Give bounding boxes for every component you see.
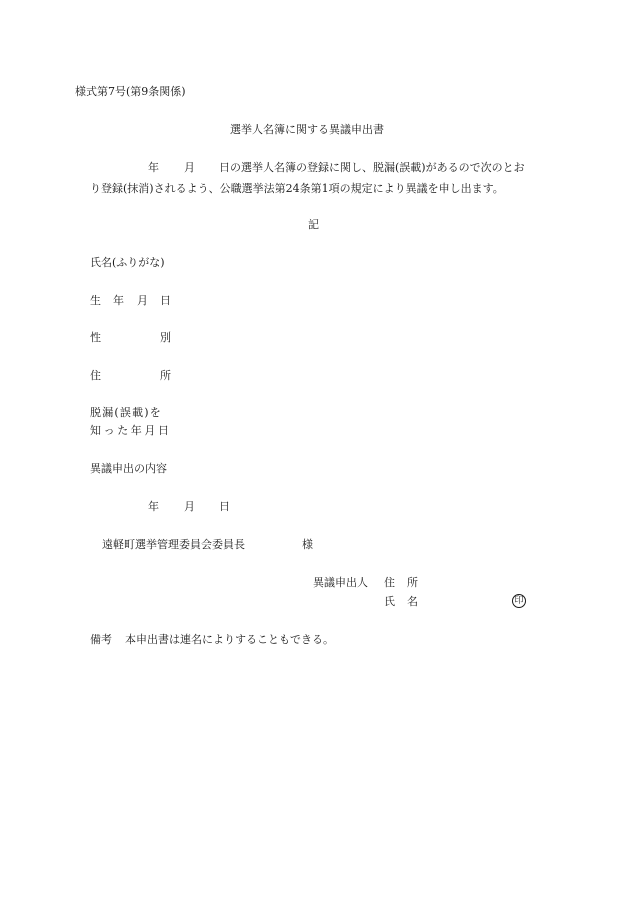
field-objection-content: 異議申出の内容: [90, 462, 167, 475]
field-birth-nichi: 日: [160, 294, 171, 307]
applicant-name-right: 名: [407, 595, 418, 608]
field-birth-sei: 生: [90, 294, 101, 307]
applicant-address-left: 住: [384, 576, 395, 589]
field-address-left: 住: [90, 369, 101, 382]
applicant-label: 異議申出人: [313, 576, 368, 589]
field-omission-line1: 脱漏(誤載)を: [90, 406, 162, 419]
field-sex-right: 別: [160, 331, 171, 344]
addressee-honorific: 様: [302, 538, 313, 551]
date-month: 月: [184, 500, 195, 513]
field-birth-gatsu: 月: [137, 294, 148, 307]
intro-year: 年: [148, 161, 159, 174]
remarks-label: 備考: [90, 633, 112, 646]
addressee: 遠軽町選挙管理委員会委員長: [102, 538, 245, 551]
field-birth-nen: 年: [113, 294, 124, 307]
date-year: 年: [148, 500, 159, 513]
field-sex-left: 性: [90, 331, 101, 344]
intro-line2: り登録(抹消)されるよう、公職選挙法第24条第1項の規定により異議を申し出ます。: [90, 182, 504, 195]
field-address-right: 所: [160, 369, 171, 382]
document-title: 選挙人名簿に関する異議申出書: [230, 123, 384, 136]
form-number: 様式第7号(第9条関係): [75, 85, 186, 98]
applicant-address-right: 所: [407, 576, 418, 589]
remarks-text: 本申出書は連名によりすることもできる。: [125, 633, 334, 646]
intro-month: 月: [184, 161, 195, 174]
seal-icon: 印: [512, 594, 526, 608]
field-name-label: 氏名(ふりがな): [90, 256, 165, 269]
ki-marker: 記: [308, 218, 319, 231]
field-omission-line2: 知った年月日: [90, 424, 172, 437]
applicant-name-left: 氏: [384, 595, 395, 608]
date-day: 日: [219, 500, 230, 513]
intro-line1: 日の選挙人名簿の登録に関し、脱漏(誤載)があるので次のとお: [219, 161, 525, 174]
